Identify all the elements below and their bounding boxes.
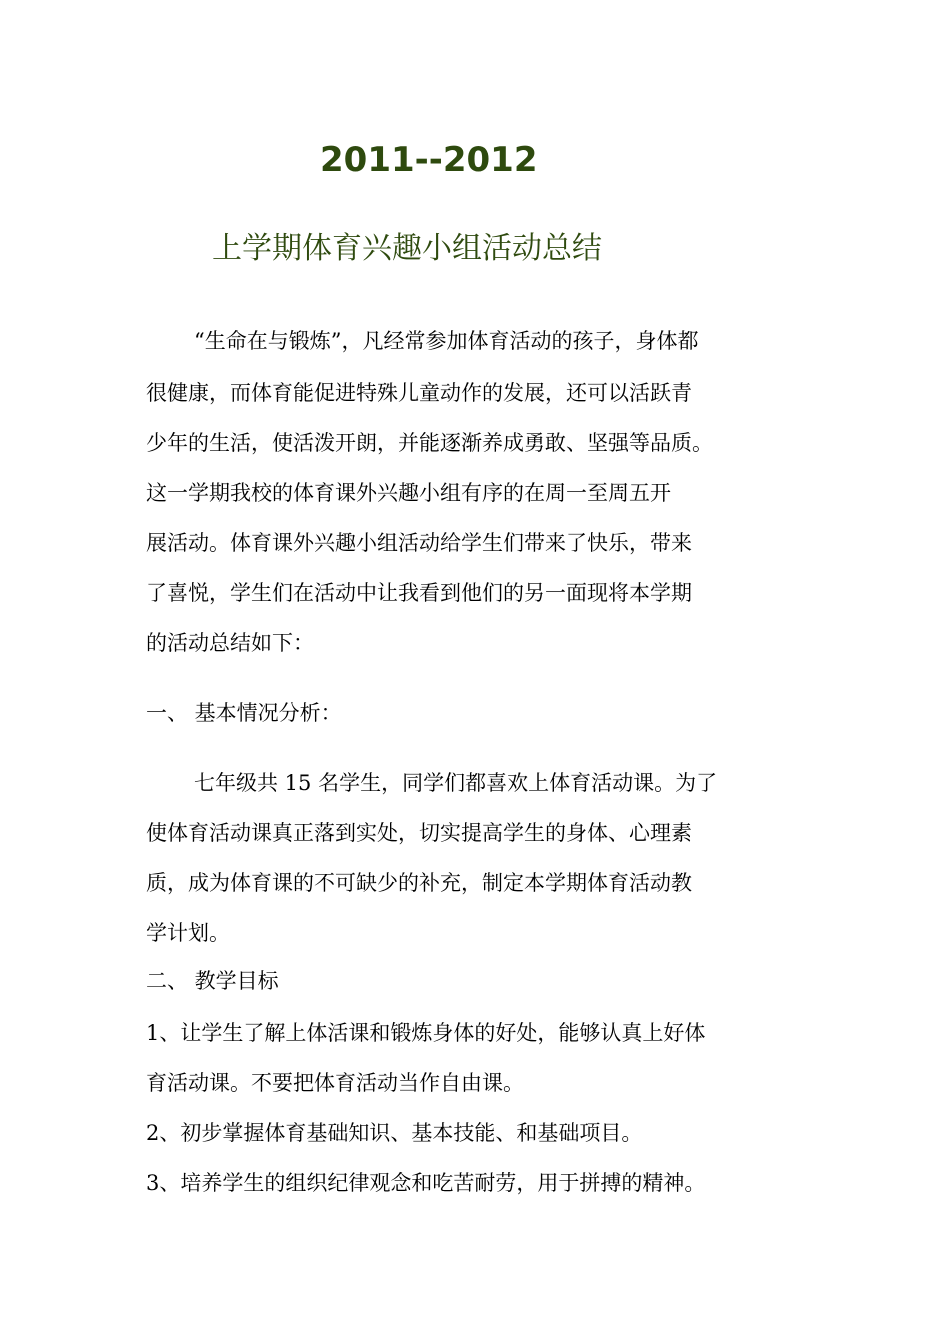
goal-item: 3、培养学生的组织纪律观念和吃苦耐劳，用于拼搏的精神。 <box>146 1171 706 1195</box>
intro-line: 了喜悦，学生们在活动中让我看到他们的另一面现将本学期 <box>146 581 692 605</box>
intro-line: 的活动总结如下： <box>146 631 314 655</box>
section-heading-goals: 二、 教学目标 <box>146 969 279 993</box>
document-title: 上学期体育兴趣小组活动总结 <box>212 231 602 266</box>
intro-line: 这一学期我校的体育课外兴趣小组有序的在周一至周五开 <box>146 481 671 505</box>
intro-line: “生命在与锻炼”，凡经常参加体育活动的孩子，身体都 <box>194 329 699 353</box>
goal-item: 育活动课。不要把体育活动当作自由课。 <box>146 1071 524 1095</box>
goal-item: 1、让学生了解上体活课和锻炼身体的好处，能够认真上好体 <box>146 1021 706 1045</box>
section-line: 使体育活动课真正落到实处，切实提高学生的身体、心理素 <box>146 821 692 845</box>
intro-line: 展活动。体育课外兴趣小组活动给学生们带来了快乐，带来 <box>146 531 692 555</box>
section-line: 质，成为体育课的不可缺少的补充，制定本学期体育活动教 <box>146 871 692 895</box>
section-line: 七年级共 15 名学生，同学们都喜欢上体育活动课。为了 <box>194 771 718 795</box>
intro-line: 很健康，而体育能促进特殊儿童动作的发展，还可以活跃青 <box>146 381 692 405</box>
title-year: 2011--2012 <box>320 140 538 180</box>
section-line: 学计划。 <box>146 921 230 945</box>
section-heading-basic: 一、 基本情况分析： <box>146 701 342 725</box>
goal-item: 2、初步掌握体育基础知识、基本技能、和基础项目。 <box>146 1121 643 1145</box>
intro-line: 少年的生活，使活泼开朗，并能逐渐养成勇敢、坚强等品质。 <box>146 431 713 455</box>
